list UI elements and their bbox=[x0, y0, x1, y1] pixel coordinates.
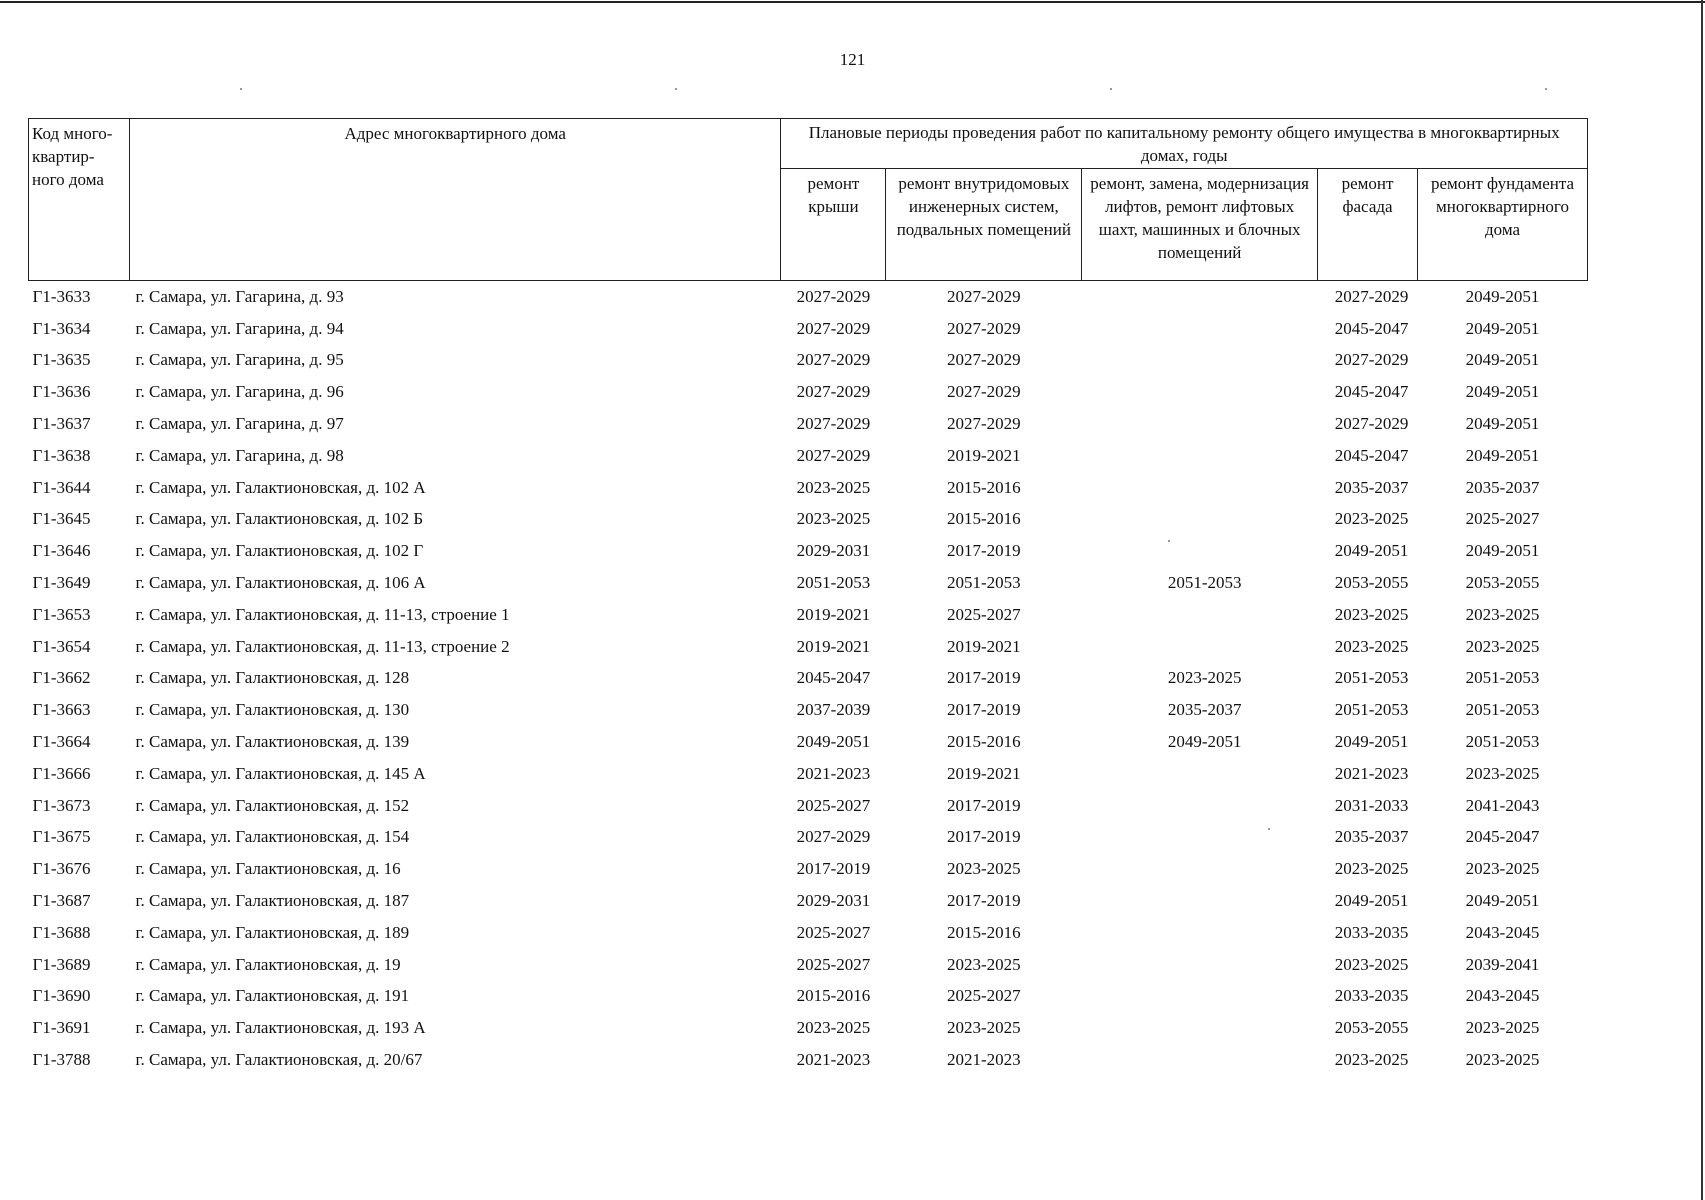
cell-roof: 2023-2025 bbox=[796, 477, 871, 497]
cell-lifts bbox=[1082, 981, 1318, 1013]
cell-lifts bbox=[1082, 822, 1318, 854]
cell-foundation: 2049-2051 bbox=[1465, 318, 1540, 338]
cell-facade: 2023-2025 bbox=[1334, 636, 1409, 656]
cell-code: Г1-3637 bbox=[32, 414, 91, 434]
scan-speck bbox=[675, 88, 677, 90]
table-row bbox=[29, 1012, 1588, 1044]
cell-code: Г1-3662 bbox=[32, 668, 91, 688]
table-row bbox=[29, 949, 1588, 981]
cell-lifts bbox=[1082, 504, 1318, 536]
cell-code: Г1-3645 bbox=[32, 509, 91, 529]
cell-facade: 2023-2025 bbox=[1334, 604, 1409, 624]
cell-address: г. Самара, ул. Гагарина, д. 94 bbox=[135, 318, 344, 338]
table-row bbox=[29, 281, 1588, 313]
cell-code: Г1-3663 bbox=[32, 700, 91, 720]
scan-speck bbox=[1545, 88, 1547, 90]
cell-facade: 2027-2029 bbox=[1334, 286, 1409, 306]
cell-roof: 2019-2021 bbox=[796, 604, 871, 624]
cell-code: Г1-3653 bbox=[32, 604, 91, 624]
cell-foundation: 2053-2055 bbox=[1465, 573, 1540, 593]
table-row bbox=[29, 535, 1588, 567]
table-row bbox=[29, 981, 1588, 1013]
cell-facade: 2051-2053 bbox=[1334, 700, 1409, 720]
repair-schedule-table bbox=[28, 118, 1588, 1076]
cell-systems: 2021-2023 bbox=[947, 1050, 1021, 1070]
cell-address: г. Самара, ул. Галактионовская, д. 16 bbox=[135, 859, 401, 879]
cell-lifts: 2051-2053 bbox=[1167, 573, 1242, 593]
cell-foundation: 2023-2025 bbox=[1465, 604, 1540, 624]
cell-code: Г1-3664 bbox=[32, 732, 91, 752]
cell-code: Г1-3689 bbox=[32, 954, 91, 974]
cell-roof: 2027-2029 bbox=[796, 445, 871, 465]
cell-roof: 2029-2031 bbox=[796, 541, 871, 561]
cell-code: Г1-3788 bbox=[32, 1050, 91, 1070]
cell-code: Г1-3635 bbox=[32, 350, 91, 370]
table-row bbox=[29, 504, 1588, 536]
cell-systems: 2051-2053 bbox=[947, 573, 1021, 593]
cell-roof: 2021-2023 bbox=[796, 763, 871, 783]
cell-facade: 2031-2033 bbox=[1334, 795, 1409, 815]
cell-roof: 2025-2027 bbox=[796, 922, 871, 942]
cell-code: Г1-3676 bbox=[32, 859, 91, 879]
table-row bbox=[29, 408, 1588, 440]
cell-systems: 2017-2019 bbox=[947, 668, 1021, 688]
cell-foundation: 2023-2025 bbox=[1465, 636, 1540, 656]
table-row bbox=[29, 853, 1588, 885]
cell-address: г. Самара, ул. Галактионовская, д. 102 Г bbox=[135, 541, 424, 561]
cell-address: г. Самара, ул. Галактионовская, д. 19 bbox=[135, 954, 401, 974]
cell-lifts bbox=[1082, 440, 1318, 472]
cell-lifts bbox=[1082, 599, 1318, 631]
cell-foundation: 2043-2045 bbox=[1465, 986, 1540, 1006]
cell-address: г. Самара, ул. Галактионовская, д. 128 bbox=[135, 668, 410, 688]
cell-code: Г1-3673 bbox=[32, 795, 91, 815]
table-body bbox=[29, 281, 1588, 1076]
table-row bbox=[29, 567, 1588, 599]
cell-address: г. Самара, ул. Гагарина, д. 96 bbox=[135, 382, 344, 402]
cell-facade: 2051-2053 bbox=[1334, 668, 1409, 688]
cell-address: г. Самара, ул. Галактионовская, д. 152 bbox=[135, 795, 410, 815]
cell-systems: 2027-2029 bbox=[947, 286, 1021, 306]
cell-foundation: 2049-2051 bbox=[1465, 286, 1540, 306]
cell-address: г. Самара, ул. Галактионовская, д. 11-13, строение 1 bbox=[135, 604, 510, 624]
cell-systems: 2025-2027 bbox=[947, 986, 1021, 1006]
table-header bbox=[29, 119, 1588, 281]
cell-address: г. Самара, ул. Гагарина, д. 97 bbox=[135, 414, 344, 434]
cell-roof: 2025-2027 bbox=[796, 954, 871, 974]
cell-code: Г1-3690 bbox=[32, 986, 91, 1006]
cell-facade: 2021-2023 bbox=[1334, 763, 1409, 783]
cell-lifts bbox=[1082, 535, 1318, 567]
cell-foundation: 2051-2053 bbox=[1465, 700, 1540, 720]
cell-systems: 2027-2029 bbox=[947, 414, 1021, 434]
cell-code: Г1-3675 bbox=[32, 827, 91, 847]
cell-roof: 2037-2039 bbox=[796, 700, 871, 720]
cell-systems: 2025-2027 bbox=[947, 604, 1021, 624]
cell-foundation: 2023-2025 bbox=[1465, 763, 1540, 783]
table-row bbox=[29, 472, 1588, 504]
cell-roof: 2027-2029 bbox=[796, 350, 871, 370]
cell-facade: 2049-2051 bbox=[1334, 732, 1409, 752]
cell-roof: 2027-2029 bbox=[796, 318, 871, 338]
cell-code: Г1-3633 bbox=[32, 286, 91, 306]
table-row bbox=[29, 790, 1588, 822]
cell-systems: 2023-2025 bbox=[947, 954, 1021, 974]
cell-foundation: 2035-2037 bbox=[1465, 477, 1540, 497]
scan-speck bbox=[1110, 88, 1112, 90]
cell-address: г. Самара, ул. Галактионовская, д. 187 bbox=[135, 891, 410, 911]
cell-lifts bbox=[1082, 1012, 1318, 1044]
cell-roof: 2019-2021 bbox=[796, 636, 871, 656]
cell-code: Г1-3644 bbox=[32, 477, 91, 497]
cell-roof: 2049-2051 bbox=[796, 732, 871, 752]
cell-facade: 2027-2029 bbox=[1334, 414, 1409, 434]
cell-systems: 2017-2019 bbox=[947, 541, 1021, 561]
cell-foundation: 2023-2025 bbox=[1465, 859, 1540, 879]
cell-systems: 2027-2029 bbox=[947, 350, 1021, 370]
cell-lifts bbox=[1082, 631, 1318, 663]
table-row bbox=[29, 726, 1588, 758]
cell-address: г. Самара, ул. Галактионовская, д. 11-13, строение 2 bbox=[135, 636, 510, 656]
cell-foundation: 2023-2025 bbox=[1465, 1050, 1540, 1070]
table-row bbox=[29, 663, 1588, 695]
cell-systems: 2015-2016 bbox=[947, 477, 1021, 497]
cell-foundation: 2049-2051 bbox=[1465, 350, 1540, 370]
cell-address: г. Самара, ул. Галактионовская, д. 193 А bbox=[135, 1018, 426, 1038]
cell-roof: 2051-2053 bbox=[796, 573, 871, 593]
cell-facade: 2027-2029 bbox=[1334, 350, 1409, 370]
cell-code: Г1-3687 bbox=[32, 891, 91, 911]
cell-facade: 2049-2051 bbox=[1334, 891, 1409, 911]
cell-roof: 2017-2019 bbox=[796, 859, 871, 879]
cell-facade: 2049-2051 bbox=[1334, 541, 1409, 561]
cell-address: г. Самара, ул. Гагарина, д. 95 bbox=[135, 350, 344, 370]
cell-address: г. Самара, ул. Галактионовская, д. 130 bbox=[135, 700, 410, 720]
cell-roof: 2021-2023 bbox=[796, 1050, 871, 1070]
cell-address: г. Самара, ул. Галактионовская, д. 20/67 bbox=[135, 1050, 423, 1070]
cell-roof: 2027-2029 bbox=[796, 414, 871, 434]
cell-systems: 2019-2021 bbox=[947, 636, 1021, 656]
header-row-top bbox=[29, 119, 1588, 169]
table-row bbox=[29, 599, 1588, 631]
cell-foundation: 2049-2051 bbox=[1465, 891, 1540, 911]
cell-facade: 2033-2035 bbox=[1334, 986, 1409, 1006]
table-row bbox=[29, 345, 1588, 377]
cell-systems: 2023-2025 bbox=[947, 859, 1021, 879]
cell-address: г. Самара, ул. Галактионовская, д. 189 bbox=[135, 922, 410, 942]
cell-lifts bbox=[1082, 408, 1318, 440]
cell-address: г. Самара, ул. Галактионовская, д. 139 bbox=[135, 732, 410, 752]
cell-address: г. Самара, ул. Галактионовская, д. 102 Б bbox=[135, 509, 424, 529]
cell-roof: 2027-2029 bbox=[796, 382, 871, 402]
cell-lifts bbox=[1082, 281, 1318, 313]
cell-code: Г1-3646 bbox=[32, 541, 91, 561]
cell-facade: 2053-2055 bbox=[1334, 1018, 1409, 1038]
table-row bbox=[29, 694, 1588, 726]
cell-foundation: 2045-2047 bbox=[1465, 827, 1540, 847]
cell-address: г. Самара, ул. Галактионовская, д. 154 bbox=[135, 827, 410, 847]
table-row bbox=[29, 440, 1588, 472]
cell-code: Г1-3638 bbox=[32, 445, 91, 465]
cell-lifts bbox=[1082, 376, 1318, 408]
cell-systems: 2015-2016 bbox=[947, 922, 1021, 942]
cell-address: г. Самара, ул. Гагарина, д. 93 bbox=[135, 286, 344, 306]
cell-facade: 2023-2025 bbox=[1334, 954, 1409, 974]
cell-address: г. Самара, ул. Галактионовская, д. 191 bbox=[135, 986, 410, 1006]
cell-systems: 2017-2019 bbox=[947, 827, 1021, 847]
cell-facade: 2045-2047 bbox=[1334, 318, 1409, 338]
header-foundation: ремонт фундамента многоквартирного дома bbox=[1418, 169, 1588, 281]
table-row bbox=[29, 631, 1588, 663]
header-code: Код много-квартир-ного дома bbox=[29, 119, 130, 281]
cell-lifts bbox=[1082, 885, 1318, 917]
cell-address: г. Самара, ул. Галактионовская, д. 106 А bbox=[135, 573, 426, 593]
cell-systems: 2027-2029 bbox=[947, 318, 1021, 338]
cell-roof: 2029-2031 bbox=[796, 891, 871, 911]
cell-foundation: 2043-2045 bbox=[1465, 922, 1540, 942]
cell-foundation: 2041-2043 bbox=[1465, 795, 1540, 815]
cell-lifts: 2023-2025 bbox=[1167, 668, 1242, 688]
table-row bbox=[29, 822, 1588, 854]
cell-roof: 2045-2047 bbox=[796, 668, 871, 688]
header-systems: ремонт внутридомовых инженерных систем, подвальных помещений bbox=[886, 169, 1082, 281]
cell-lifts bbox=[1082, 472, 1318, 504]
cell-foundation: 2039-2041 bbox=[1465, 954, 1540, 974]
cell-lifts bbox=[1082, 853, 1318, 885]
cell-systems: 2019-2021 bbox=[947, 763, 1021, 783]
cell-code: Г1-3691 bbox=[32, 1018, 91, 1038]
scan-speck bbox=[240, 88, 242, 90]
cell-facade: 2035-2037 bbox=[1334, 477, 1409, 497]
scan-speck bbox=[1268, 828, 1270, 830]
right-border-line bbox=[1701, 0, 1703, 1200]
cell-facade: 2045-2047 bbox=[1334, 382, 1409, 402]
cell-lifts: 2035-2037 bbox=[1167, 700, 1242, 720]
page-number: 121 bbox=[839, 50, 866, 69]
cell-foundation: 2023-2025 bbox=[1465, 1018, 1540, 1038]
cell-lifts bbox=[1082, 1044, 1318, 1076]
cell-systems: 2015-2016 bbox=[947, 732, 1021, 752]
cell-roof: 2025-2027 bbox=[796, 795, 871, 815]
header-address: Адрес многоквартирного дома bbox=[129, 119, 781, 281]
cell-facade: 2023-2025 bbox=[1334, 509, 1409, 529]
cell-lifts bbox=[1082, 949, 1318, 981]
cell-systems: 2019-2021 bbox=[947, 445, 1021, 465]
table-row bbox=[29, 758, 1588, 790]
cell-lifts bbox=[1082, 313, 1318, 345]
cell-foundation: 2051-2053 bbox=[1465, 732, 1540, 752]
cell-foundation: 2049-2051 bbox=[1465, 541, 1540, 561]
cell-systems: 2017-2019 bbox=[947, 700, 1021, 720]
cell-facade: 2033-2035 bbox=[1334, 922, 1409, 942]
cell-foundation: 2049-2051 bbox=[1465, 382, 1540, 402]
cell-code: Г1-3634 bbox=[32, 318, 91, 338]
table-row bbox=[29, 313, 1588, 345]
header-facade: ремонт фасада bbox=[1318, 169, 1418, 281]
cell-foundation: 2049-2051 bbox=[1465, 414, 1540, 434]
cell-foundation: 2049-2051 bbox=[1465, 445, 1540, 465]
cell-lifts bbox=[1082, 790, 1318, 822]
cell-address: г. Самара, ул. Галактионовская, д. 145 А bbox=[135, 763, 426, 783]
cell-lifts bbox=[1082, 345, 1318, 377]
cell-address: г. Самара, ул. Гагарина, д. 98 bbox=[135, 445, 344, 465]
header-lifts: ремонт, замена, модернизация лифтов, ремонт лифтовых шахт, машинных и блочных помещений bbox=[1082, 169, 1318, 281]
cell-foundation: 2025-2027 bbox=[1465, 509, 1540, 529]
header-periods-group: Плановые периоды проведения работ по капитальному ремонту общего имущества в многоквартирных домах, годы bbox=[781, 119, 1588, 169]
cell-systems: 2017-2019 bbox=[947, 891, 1021, 911]
cell-foundation: 2051-2053 bbox=[1465, 668, 1540, 688]
cell-lifts bbox=[1082, 917, 1318, 949]
table-row bbox=[29, 1044, 1588, 1076]
header-roof: ремонт крыши bbox=[781, 169, 886, 281]
cell-systems: 2023-2025 bbox=[947, 1018, 1021, 1038]
cell-facade: 2045-2047 bbox=[1334, 445, 1409, 465]
cell-facade: 2023-2025 bbox=[1334, 1050, 1409, 1070]
cell-code: Г1-3636 bbox=[32, 382, 91, 402]
cell-roof: 2027-2029 bbox=[796, 286, 871, 306]
table-row bbox=[29, 885, 1588, 917]
repair-schedule-table-container bbox=[28, 118, 1588, 1076]
cell-systems: 2027-2029 bbox=[947, 382, 1021, 402]
cell-address: г. Самара, ул. Галактионовская, д. 102 А bbox=[135, 477, 426, 497]
cell-code: Г1-3654 bbox=[32, 636, 91, 656]
cell-facade: 2035-2037 bbox=[1334, 827, 1409, 847]
cell-lifts: 2049-2051 bbox=[1167, 732, 1242, 752]
cell-code: Г1-3666 bbox=[32, 763, 91, 783]
cell-systems: 2017-2019 bbox=[947, 795, 1021, 815]
cell-facade: 2053-2055 bbox=[1334, 573, 1409, 593]
table-row bbox=[29, 917, 1588, 949]
table-row bbox=[29, 376, 1588, 408]
cell-facade: 2023-2025 bbox=[1334, 859, 1409, 879]
cell-code: Г1-3649 bbox=[32, 573, 91, 593]
cell-systems: 2015-2016 bbox=[947, 509, 1021, 529]
cell-roof: 2027-2029 bbox=[796, 827, 871, 847]
cell-roof: 2015-2016 bbox=[796, 986, 871, 1006]
cell-code: Г1-3688 bbox=[32, 922, 91, 942]
cell-roof: 2023-2025 bbox=[796, 509, 871, 529]
cell-roof: 2023-2025 bbox=[796, 1018, 871, 1038]
cell-lifts bbox=[1082, 758, 1318, 790]
scan-speck bbox=[1168, 540, 1170, 542]
top-border-line bbox=[0, 1, 1705, 3]
